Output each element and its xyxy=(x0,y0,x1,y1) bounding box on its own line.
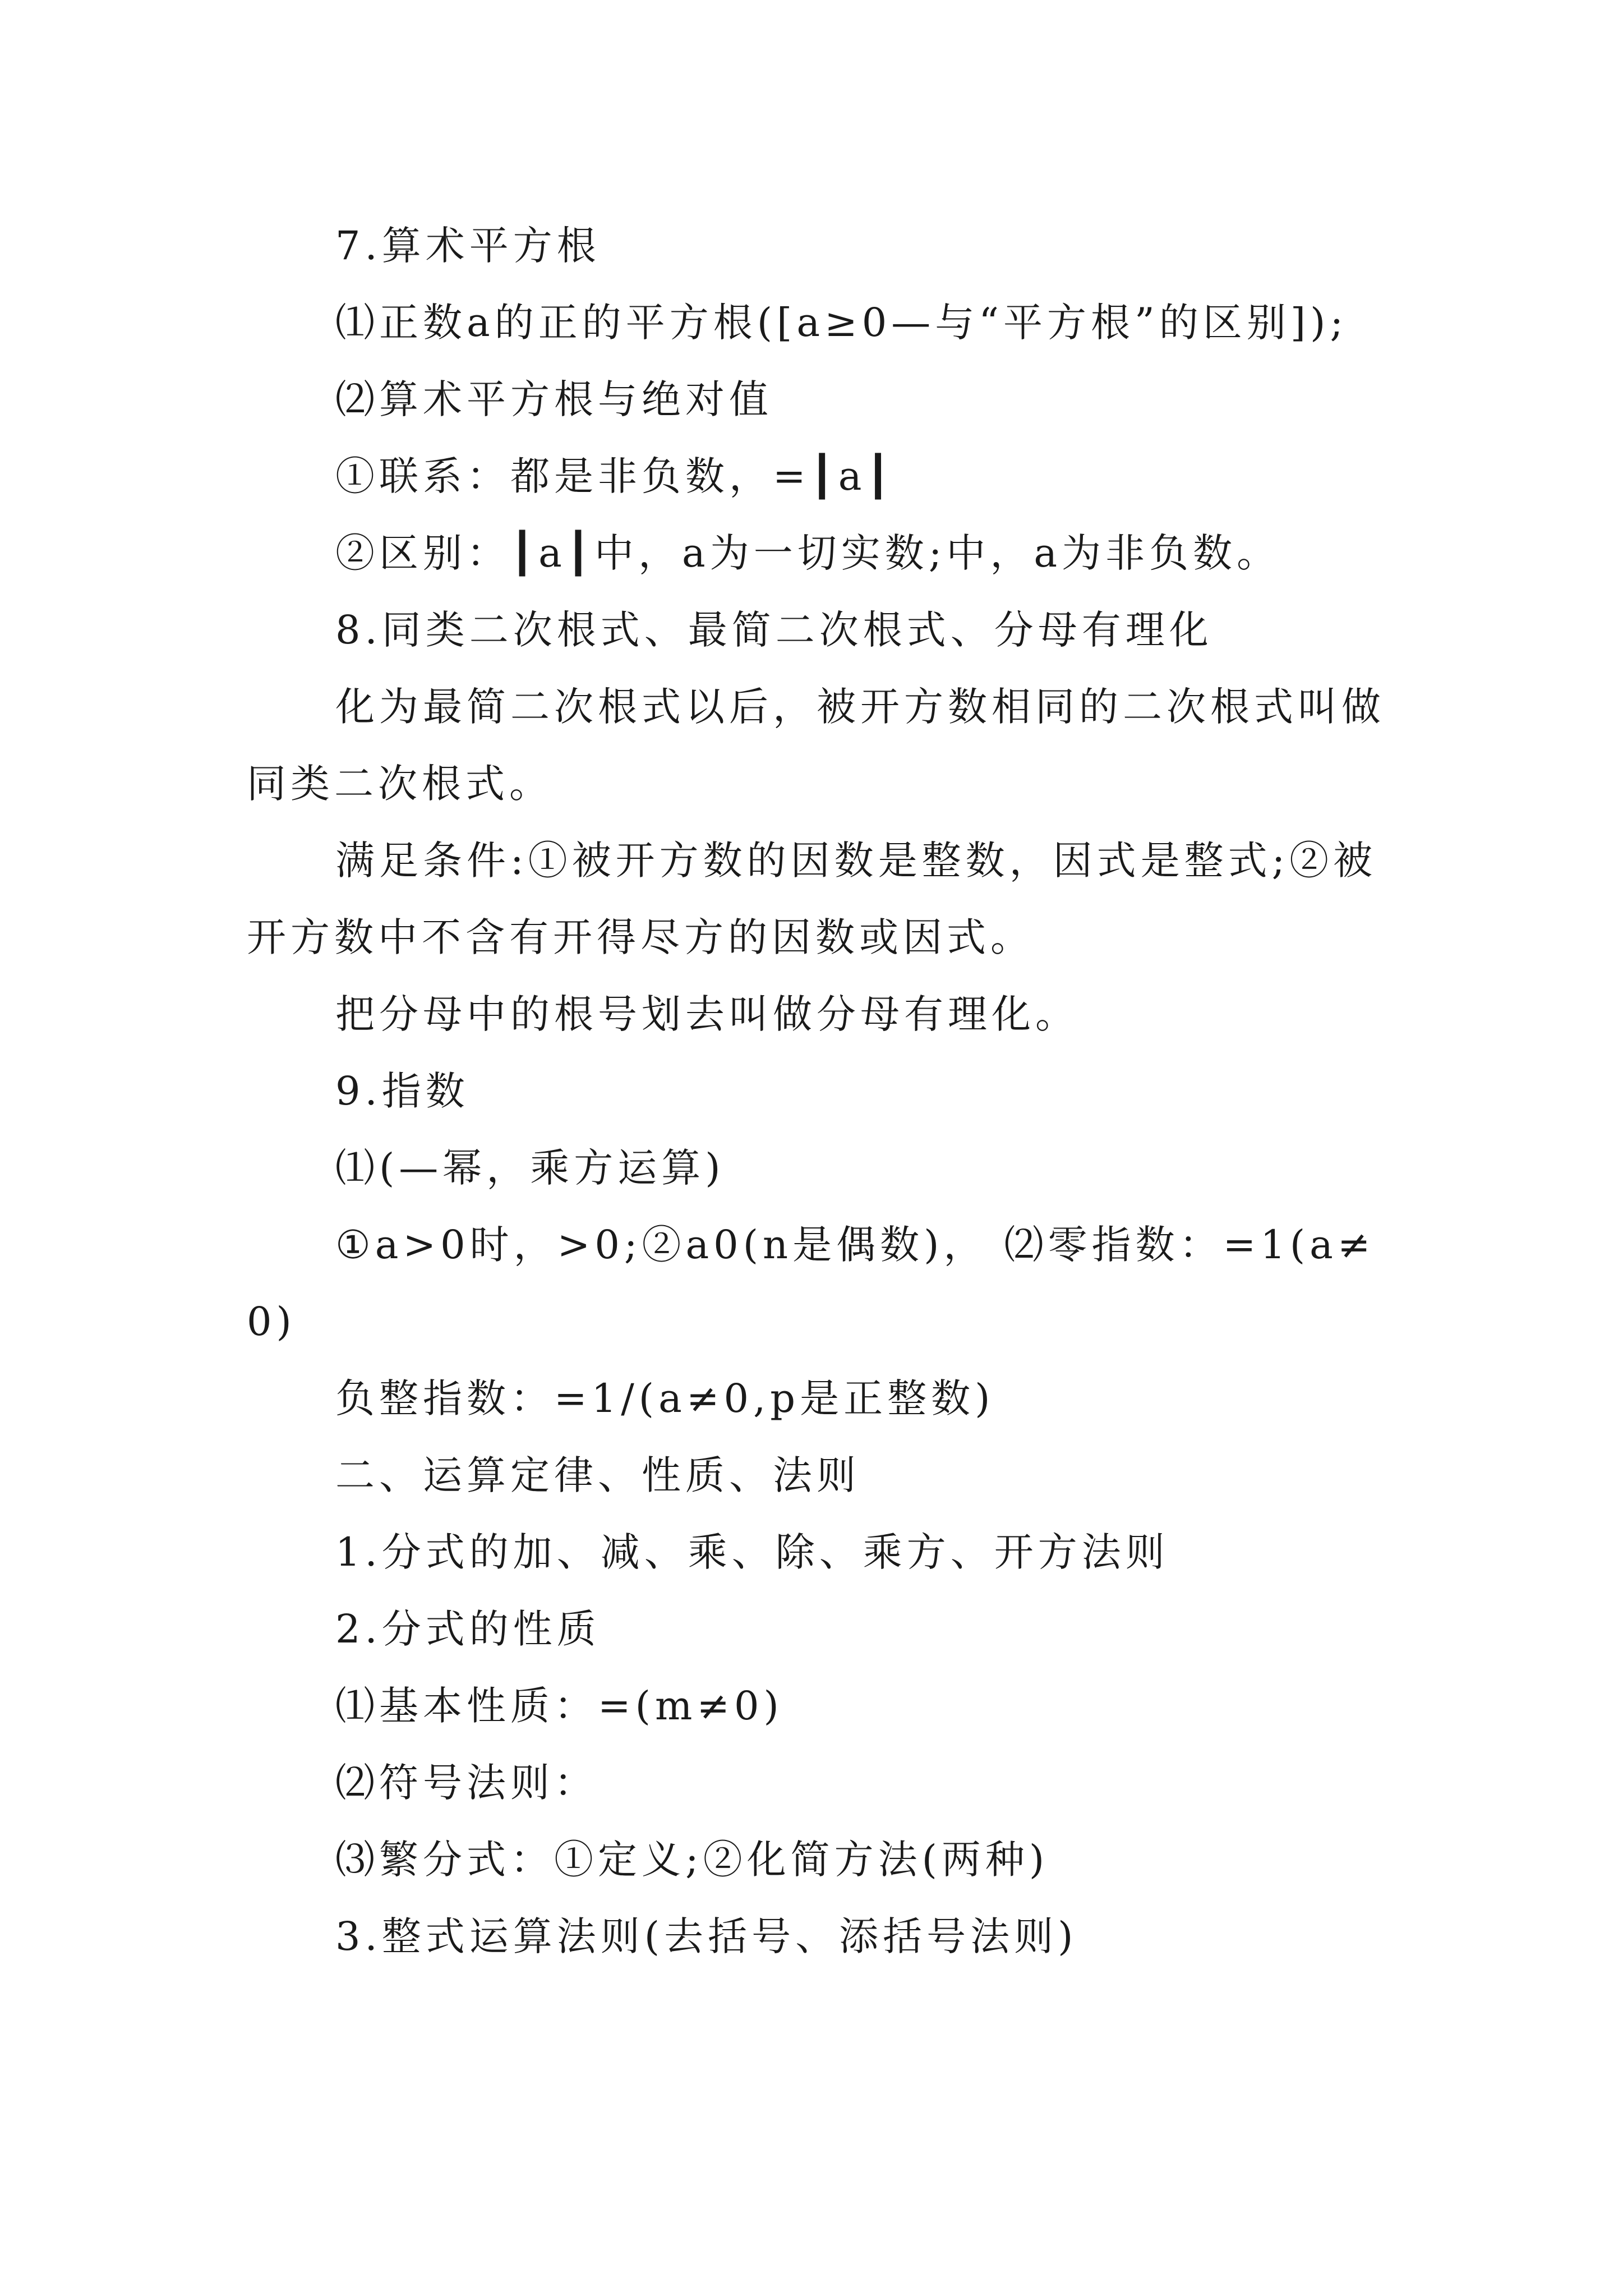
paragraph: ⑶繁分式：①定义;②化简方法(两种) xyxy=(335,1837,1049,1883)
paragraph: ①联系：都是非负数，=┃a┃ xyxy=(335,453,895,499)
paragraph: 负整指数：=1/(a≠0,p是正整数) xyxy=(335,1375,995,1421)
paragraph: 满足条件:①被开方数的因数是整数，因式是整式;②被开方数中不含有开得尽方的因数或因式。 xyxy=(247,838,1377,960)
paragraph: 把分母中的根号划去叫做分母有理化。 xyxy=(335,991,1079,1037)
subsection-heading: 3.整式运算法则(去括号、添括号法则) xyxy=(335,1913,1078,1959)
paragraph: ⑴正数a的正的平方根([a≥0—与“平方根”的区别]); xyxy=(335,300,1348,346)
chapter-heading: 二、运算定律、性质、法则 xyxy=(335,1452,860,1498)
paragraph: ②区别：┃a┃中，a为一切实数;中，a为非负数。 xyxy=(335,530,1281,576)
paragraph: ⑴(—幂，乘方运算) xyxy=(335,1145,725,1191)
subsection-heading: 1.分式的加、减、乘、除、乘方、开方法则 xyxy=(335,1529,1169,1575)
paragraph: 化为最简二次根式以后，被开方数相同的二次根式叫做同类二次根式。 xyxy=(247,684,1385,807)
paragraph: ①a>0时，>0;②a0(n是偶数)， ⑵零指数：=1(a≠0) xyxy=(247,1222,1375,1345)
paragraph: ⑵算术平方根与绝对值 xyxy=(335,376,773,422)
section-heading-8: 8.同类二次根式、最简二次根式、分母有理化 xyxy=(335,607,1213,653)
paragraph: ⑴基本性质：=(m≠0) xyxy=(335,1683,783,1729)
paragraph: ⑵符号法则： xyxy=(335,1760,598,1806)
document-body xyxy=(247,208,1385,1975)
section-heading-9: 9.指数 xyxy=(335,1068,469,1114)
section-heading-7: 7.算术平方根 xyxy=(335,223,601,269)
subsection-heading: 2.分式的性质 xyxy=(335,1606,601,1652)
